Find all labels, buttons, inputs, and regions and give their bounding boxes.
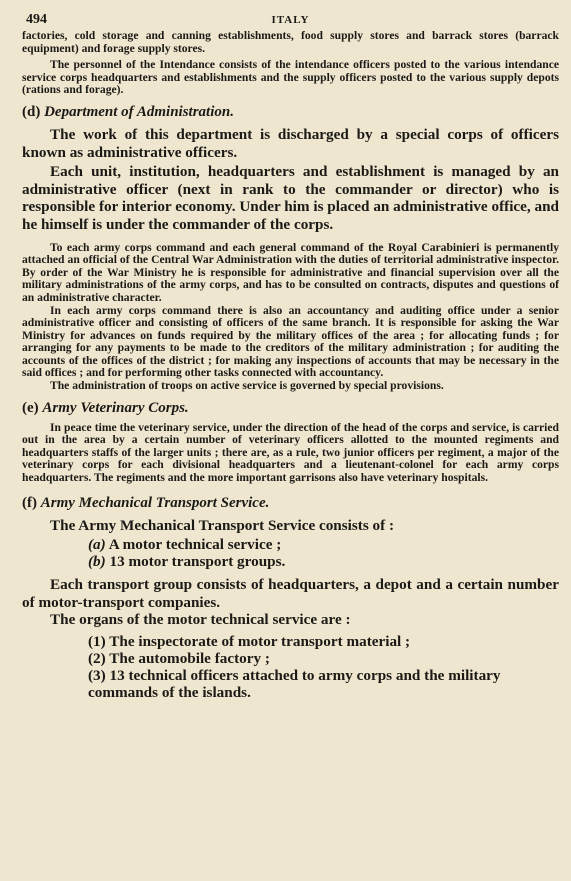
list-item-text: 13 technical officers attached to army corps and the military commands of the islands. [88,667,501,701]
paragraph-transport-group: Each transport group consists of headquarters, a depot and a certain number of motor-transport companies. [22,576,559,611]
paragraph-transport-consists: The Army Mechanical Transport Service consists of : [50,516,395,534]
paragraph-veterinary-service: In peace time the veterinary service, under the direction of the head of the corps and service, is carried out in the area by a certain number of veterinary officers allotted to the mounted regiments and headquarters staffs of the larger units ; there are, as a rule, two junior officers per regiment, a major of the veterinary corps for each divisional headquarters and a lieutenant-colonel for each army corps headquarters. The regiments and the more important garrisons also have veterinary hospitals. [22,420,559,485]
section-title-d: Department of Administration. [44,103,234,120]
list-item-text: The automobile factory ; [109,650,270,667]
list-item-label: (2) [88,650,106,667]
list-transport-components [88,536,559,570]
list-item [66,633,559,650]
running-head [22,8,559,28]
list-item-text: The inspectorate of motor transport material ; [109,633,411,650]
list-item [66,650,559,667]
section-heading-f [22,495,559,512]
page-number: 494 [26,12,47,27]
list-item-label: (a) [88,536,106,554]
paragraph-department-work: The work of this department is discharged by a special corps of officers known as administrative officers. [22,125,559,161]
paragraph-accountancy-office: In each army corps command there is also an accountancy and auditing office under a senior administrative officer and consisting of officers of the same branch. It is responsible for asking the War Ministry for advances on funds required by the military offices of the area ; for allocating funds ; for arranging for any payments to be made to the creditors of the military administration ; for auditing the accounts of the offices of the district ; for making any inspections of accounts that may be necessary in the said offices ; and for performing other tasks connected with accountancy. [22,303,559,380]
list-item [88,553,559,570]
paragraph-active-service: The administration of troops on active service is governed by special provisions. [50,379,444,393]
list-technical-organs [66,633,559,701]
paragraph-technical-organs: The organs of the motor technical service are : [50,611,351,629]
section-number-d: (d) [22,103,41,120]
section-title-f: Army Mechanical Transport Service. [40,494,270,511]
paragraph-intendance-personnel: The personnel of the Intendance consists of the intendance officers posted to the various intendance service corps headquarters and establishments and the supply officers posted to the various supply depots (rations and forage). [22,58,559,97]
list-item-label: (1) [88,633,106,650]
paragraph-factories: factories, cold storage and canning establishments, food supply stores and barrack stores (barrack equipment) and forage supply stores. [22,29,559,55]
list-item [66,667,559,701]
list-item-label: (3) [88,667,106,684]
list-item-text: A motor technical service ; [108,536,282,554]
paragraph-administrative-officer: Each unit, institution, headquarters and establishment is managed by an administrative officer (next in rank to the commander or director) who is responsible for interior economy. Under him is placed an administrative office, and he himself is under the commander of the corps. [22,163,559,233]
list-item-label: (b) [88,553,106,571]
list-item-text: 13 motor transport groups. [109,553,286,571]
paragraph-territorial-inspector: To each army corps command and each general command of the Royal Carabinieri is permanently attached an official of the Central War Administration with the duties of territorial administrative inspector. By order of the War Ministry he is responsible for administrative and financial supervision over all the military administrations of the army corps, and has to be consulted on contracts, disputes and questions of an administrative character. [22,240,559,304]
running-title: ITALY [271,14,310,26]
section-title-e: Army Veterinary Corps. [42,399,189,416]
section-heading-e [22,400,559,417]
section-heading-d [22,104,559,121]
section-number-f: (f) [22,494,37,511]
list-item [88,536,559,553]
section-number-e: (e) [22,399,39,416]
